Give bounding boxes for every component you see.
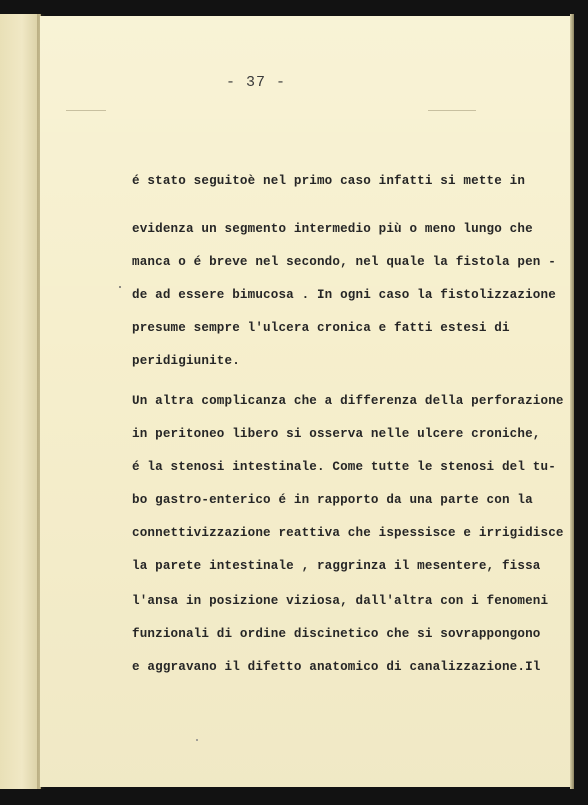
text-line-9: é la stenosi intestinale. Come tutte le stenosi del tu- <box>132 460 556 474</box>
text-line-12: la parete intestinale , raggrinza il mesentere, fissa <box>132 559 541 573</box>
text-line-6: peridigiunite. <box>132 354 240 368</box>
text-line-14: funzionali di ordine discinetico che si sovrappongono <box>132 627 541 641</box>
header-rule-left <box>66 110 106 111</box>
text-line-1: é stato seguitoè nel primo caso infatti si mette in <box>132 174 526 188</box>
facing-page-edge <box>0 14 41 789</box>
text-line-8: in peritoneo libero si osserva nelle ulcere croniche, <box>132 427 541 441</box>
text-line-3: manca o é breve nel secondo, nel quale la fistola pen - <box>132 255 556 269</box>
text-line-10: bo gastro-enterico é in rapporto da una parte con la <box>132 493 533 507</box>
document-page <box>40 16 570 787</box>
text-line-4: de ad essere bimucosa . In ogni caso la fistolizzazione <box>132 288 556 302</box>
text-line-2: evidenza un segmento intermedio più o meno lungo che <box>132 222 533 236</box>
paper-speck <box>196 739 198 741</box>
text-line-7: Un altra complicanza che a differenza della perforazione <box>132 394 564 408</box>
header-rule-right <box>428 110 476 111</box>
text-line-11: connettivizzazione reattiva che ispessisce e irrigidisce <box>132 526 564 540</box>
margin-mark <box>119 286 121 288</box>
text-line-13: l'ansa in posizione viziosa, dall'altra con i fenomeni <box>132 594 549 608</box>
page-right-edge <box>570 14 574 789</box>
text-line-5: presume sempre l'ulcera cronica e fatti estesi di <box>132 321 510 335</box>
text-line-15: e aggravano il difetto anatomico di canalizzazione.Il <box>132 660 541 674</box>
page-number: - 37 - <box>226 74 287 91</box>
